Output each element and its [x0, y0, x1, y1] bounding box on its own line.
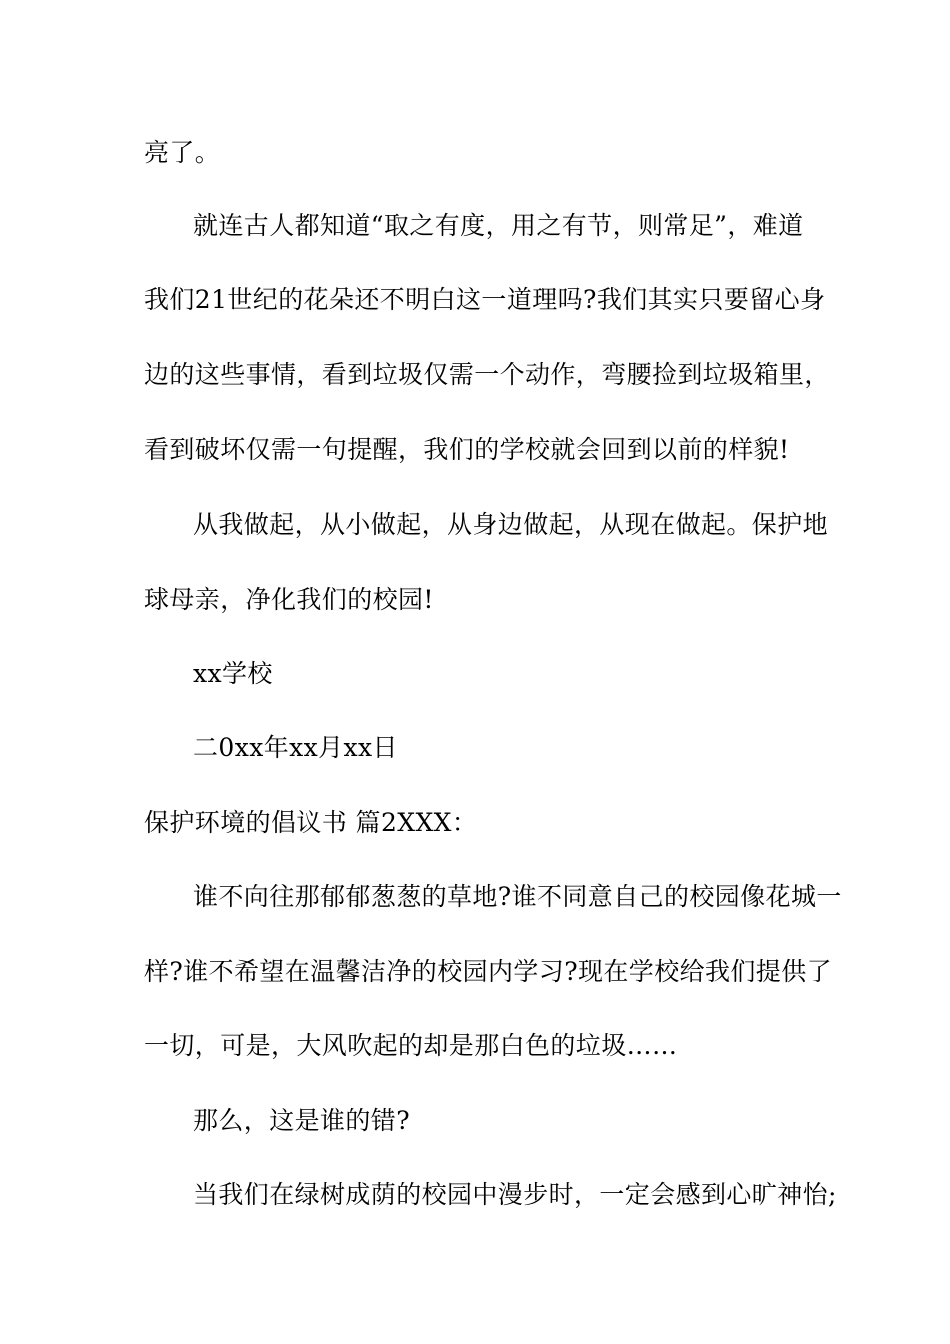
- text-line: 看到破坏仅需一句提醒，我们的学校就会回到以前的样貌!: [144, 435, 790, 464]
- text-line: 球母亲，净化我们的校园!: [144, 585, 434, 614]
- signature-date: 二0xx年xx月xx日: [193, 733, 398, 762]
- text-line: 我们21世纪的花朵还不明白这一道理吗?我们其实只要留心身: [144, 285, 826, 314]
- text-line: 一切，可是，大风吹起的却是那白色的垃圾……: [144, 1031, 678, 1060]
- section-heading: 保护环境的倡议书 篇2XXX：: [144, 808, 478, 837]
- text-line: 就连古人都知道“取之有度，用之有节，则常足”，难道: [193, 211, 804, 240]
- text-line: 谁不向往那郁郁葱葱的草地?谁不同意自己的校园像花城一: [193, 882, 842, 911]
- text-line: 当我们在绿树成荫的校园中漫步时，一定会感到心旷神怡;: [193, 1180, 837, 1209]
- text-line: 从我做起，从小做起，从身边做起，从现在做起。保护地: [193, 510, 829, 539]
- text-line: 那么，这是谁的错?: [193, 1106, 411, 1135]
- text-line: 样?谁不希望在温馨洁净的校园内学习?现在学校给我们提供了: [144, 957, 833, 986]
- text-line: 亮了。: [144, 138, 221, 167]
- signature-school: xx学校: [193, 659, 273, 688]
- text-line: 边的这些事情，看到垃圾仅需一个动作，弯腰捡到垃圾箱里，: [144, 360, 830, 389]
